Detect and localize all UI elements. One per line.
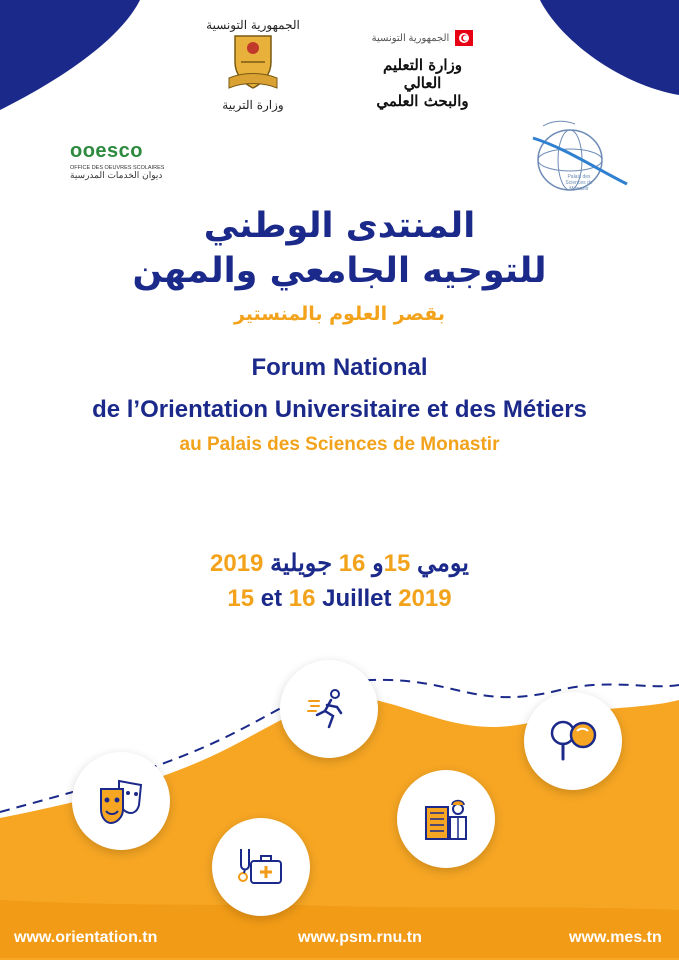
oeuvres-line1: OFFICE DES OEUVRES SCOLAIRES bbox=[70, 165, 165, 171]
masks-circle bbox=[72, 752, 170, 850]
date-fr-and: et bbox=[260, 585, 283, 612]
date-ar-month: جويلية bbox=[270, 550, 333, 577]
footer-link-psm[interactable]: www.psm.rnu.tn bbox=[298, 929, 422, 946]
tunisia-flag-icon bbox=[455, 30, 473, 46]
tunisia-emblem-icon bbox=[223, 32, 283, 94]
title-fr-line1: Forum National bbox=[251, 354, 428, 381]
engineer-circle bbox=[397, 770, 495, 868]
date-ar bbox=[0, 549, 679, 578]
footer-link-mes[interactable]: www.mes.tn bbox=[569, 929, 662, 946]
runner-icon bbox=[305, 685, 353, 733]
date-fr-year: 2019 bbox=[398, 585, 452, 612]
magnifier-circle bbox=[524, 692, 622, 790]
theater-masks-icon bbox=[95, 775, 147, 827]
engineer-icon bbox=[420, 793, 472, 845]
subtitle-ar: بقصر العلوم بالمنستير bbox=[233, 303, 446, 325]
date-fr bbox=[0, 585, 679, 613]
runner-circle bbox=[280, 660, 378, 758]
subtitle-fr: au Palais des Sciences de Monastir bbox=[179, 434, 500, 455]
ministry-higher-ed-line2: وزارة التعليم العالي bbox=[383, 56, 462, 92]
ministry-higher-ed-line1: الجمهورية التونسية bbox=[371, 32, 450, 44]
footer-link-orientation[interactable]: www.orientation.tn bbox=[14, 929, 158, 946]
medical-kit-icon bbox=[235, 841, 287, 893]
date-ar-day2: 16 bbox=[338, 550, 366, 577]
ministry-education-logo bbox=[205, 18, 301, 128]
ministry-higher-ed-logo bbox=[365, 30, 480, 120]
globe-icon bbox=[525, 118, 630, 206]
title-ar-line2: للتوجيه الجامعي والمهن bbox=[132, 251, 547, 291]
date-ar-and: و bbox=[372, 550, 384, 577]
title-ar-line1: المنتدى الوطني bbox=[203, 206, 476, 246]
oeuvres-brand: ooesco bbox=[70, 140, 144, 162]
palais-sciences-logo bbox=[525, 118, 630, 206]
ministry-education-line2: وزارة التربية bbox=[222, 98, 284, 112]
date-ar-year: 2019 bbox=[210, 550, 264, 577]
date-ar-day1: 15 bbox=[383, 550, 411, 577]
ministry-education-line1: الجمهورية التونسية bbox=[206, 18, 300, 32]
oeuvres-line2: ديوان الخدمات المدرسية bbox=[70, 171, 163, 181]
date-fr-month: Juillet bbox=[322, 585, 392, 612]
oeuvres-scolaires-logo bbox=[70, 140, 170, 195]
title-fr-line2: de l’Orientation Universitaire et des Métiers bbox=[92, 396, 587, 423]
palais-sciences-caption: Palais des Sciences de Monastir bbox=[565, 174, 593, 192]
date-fr-day2: 16 bbox=[288, 585, 316, 612]
magnifier-icon bbox=[547, 715, 599, 767]
date-ar-word: يومي bbox=[417, 550, 469, 577]
date-fr-day1: 15 bbox=[227, 585, 255, 612]
ministry-higher-ed-line3: والبحث العلمي bbox=[376, 92, 469, 110]
medical-circle bbox=[212, 818, 310, 916]
